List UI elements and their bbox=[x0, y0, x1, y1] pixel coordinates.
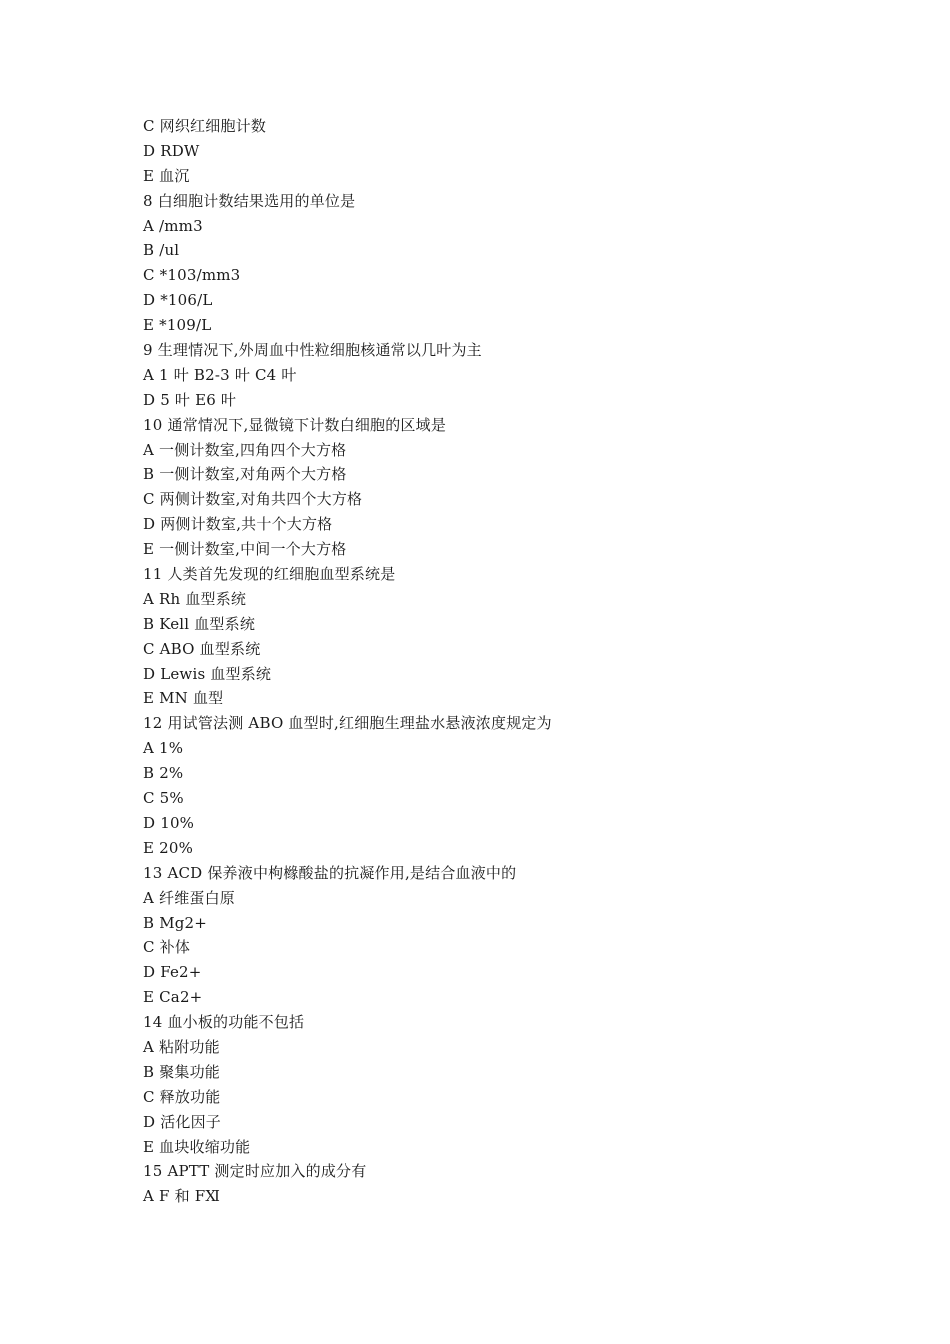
option-line: E Ca2+ bbox=[143, 988, 203, 1007]
option-line: A 纤维蛋白原 bbox=[143, 888, 236, 907]
option-line: B 一侧计数室,对角两个大方格 bbox=[143, 465, 347, 484]
option-line: D 5 叶 E6 叶 bbox=[143, 390, 237, 409]
question-line: 12 用试管法测 ABO 血型时,红细胞生理盐水悬液浓度规定为 bbox=[143, 714, 552, 733]
option-line: B Mg2+ bbox=[143, 913, 208, 932]
option-line: D *106/L bbox=[143, 291, 213, 310]
option-line: C 补体 bbox=[143, 938, 191, 957]
option-line: E *109/L bbox=[143, 316, 212, 335]
text-line: C 网织红细胞计数 bbox=[143, 117, 267, 135]
option-line: D 两侧计数室,共十个大方格 bbox=[143, 515, 333, 534]
option-line: A 1 叶 B2-3 叶 C4 叶 bbox=[143, 365, 297, 384]
option-line: A 一侧计数室,四角四个大方格 bbox=[143, 440, 347, 459]
option-line: C ABO 血型系统 bbox=[143, 639, 261, 658]
question-line: 14 血小板的功能不包括 bbox=[143, 1013, 305, 1032]
option-line: E MN 血型 bbox=[143, 689, 224, 708]
question-line: 11 人类首先发现的红细胞血型系统是 bbox=[143, 565, 396, 584]
option-line: C 5% bbox=[143, 789, 184, 808]
option-line: E 20% bbox=[143, 838, 194, 857]
option-line: C 释放功能 bbox=[143, 1087, 221, 1106]
option-line: E 血块收缩功能 bbox=[143, 1137, 251, 1156]
text-line: D RDW bbox=[143, 141, 200, 160]
question-line: 15 APTT 测定时应加入的成分有 bbox=[143, 1162, 367, 1181]
option-line: B 聚集功能 bbox=[143, 1062, 220, 1081]
question-line: 9 生理情况下,外周血中性粒细胞核通常以几叶为主 bbox=[143, 341, 482, 360]
option-line: A /mm3 bbox=[143, 216, 203, 235]
text-line: E 血沉 bbox=[143, 166, 190, 185]
option-line: D 10% bbox=[143, 813, 195, 832]
option-line: A 粘附功能 bbox=[143, 1037, 220, 1056]
option-line: B /ul bbox=[143, 241, 180, 260]
option-line: A 1% bbox=[143, 739, 184, 758]
question-line: 13 ACD 保养液中枸橼酸盐的抗凝作用,是结合血液中的 bbox=[143, 863, 517, 882]
option-line: D Fe2+ bbox=[143, 963, 202, 982]
option-line: C 两侧计数室,对角共四个大方格 bbox=[143, 490, 363, 509]
question-text-block bbox=[143, 114, 863, 1209]
option-line: D Lewis 血型系统 bbox=[143, 664, 272, 683]
option-line: E 一侧计数室,中间一个大方格 bbox=[143, 540, 347, 559]
option-line: B Kell 血型系统 bbox=[143, 614, 256, 633]
option-line: C *103/mm3 bbox=[143, 266, 241, 285]
option-line: D 活化因子 bbox=[143, 1112, 221, 1131]
option-line: B 2% bbox=[143, 764, 184, 783]
option-line: A F 和 FⅪ bbox=[143, 1187, 221, 1206]
option-line: A Rh 血型系统 bbox=[143, 589, 247, 608]
question-line: 8 白细胞计数结果选用的单位是 bbox=[143, 191, 356, 210]
question-line: 10 通常情况下,显微镜下计数白细胞的区域是 bbox=[143, 415, 447, 434]
